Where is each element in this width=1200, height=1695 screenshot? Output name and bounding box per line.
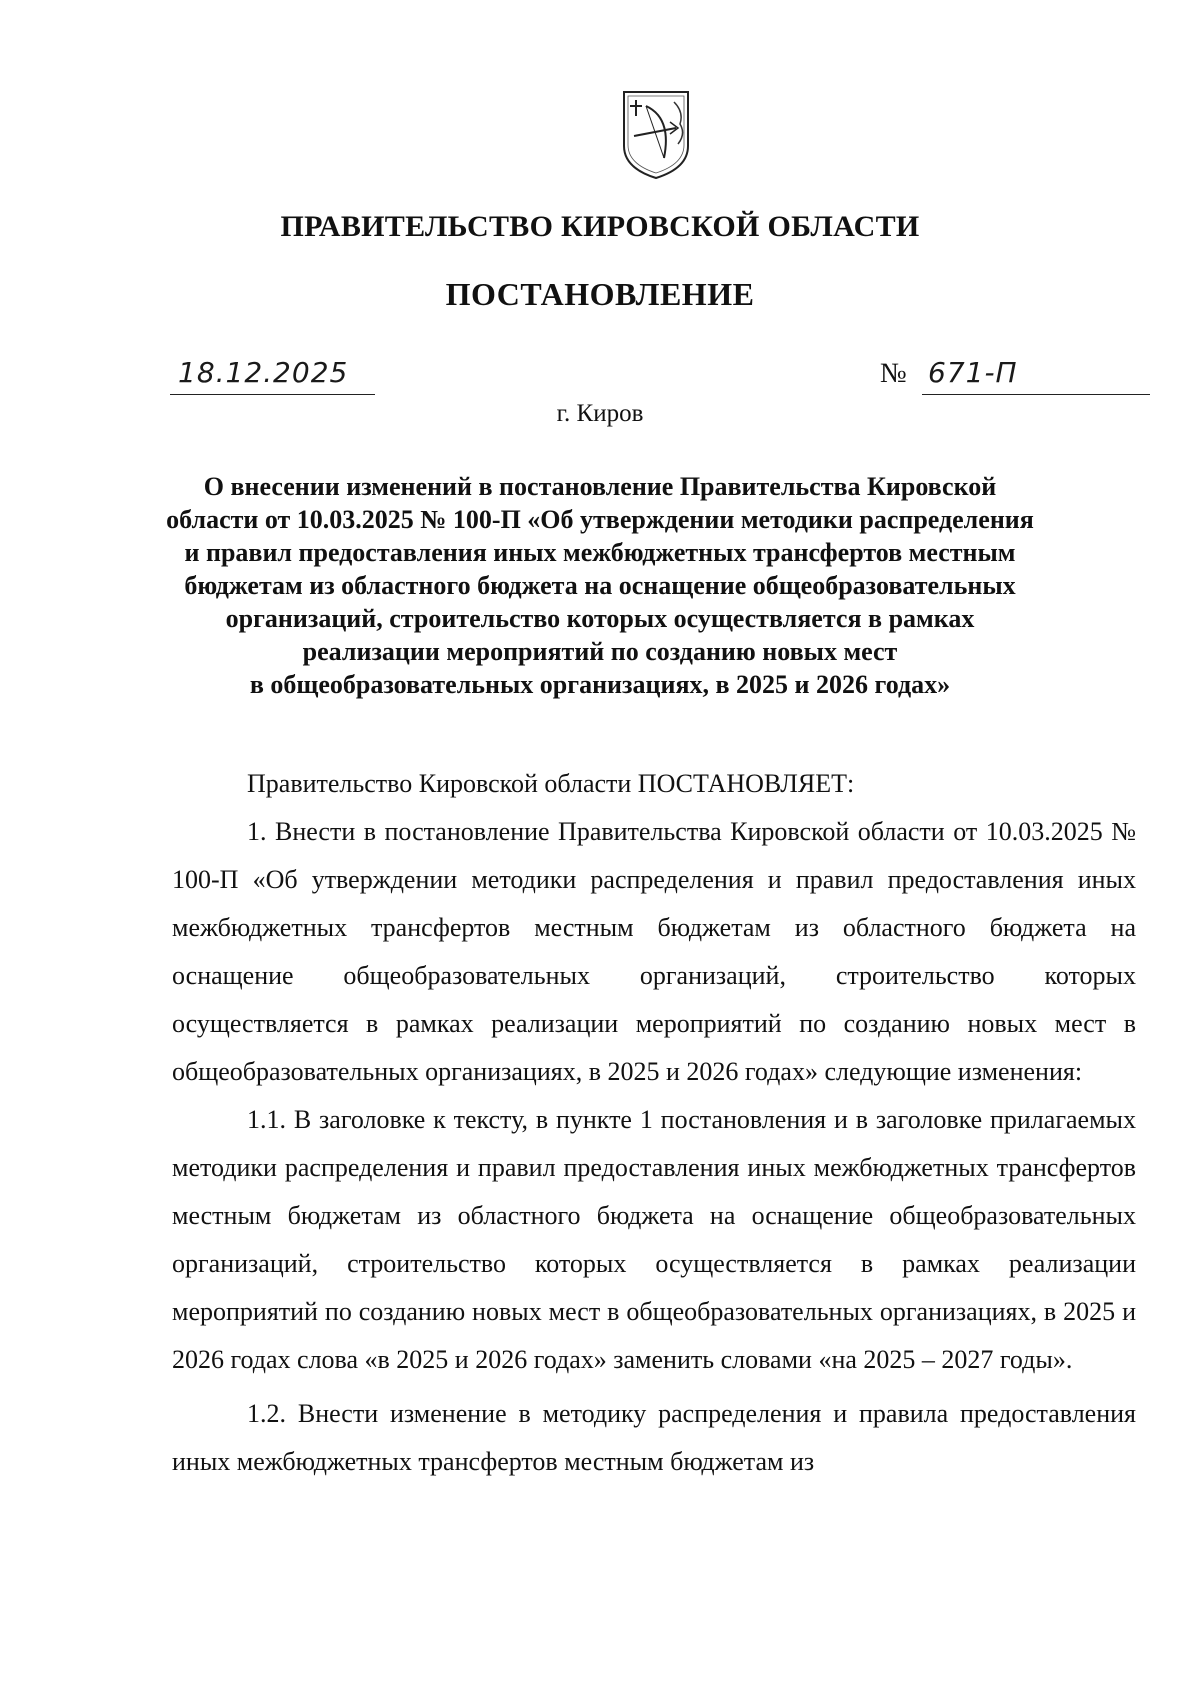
date-field — [170, 356, 375, 395]
number-sign: № — [880, 358, 907, 389]
paragraph-1-2: 1.2. Внести изменение в методику распределения и правила предоставления иных межбюджетных трансфертов местным бюджетам из — [172, 1399, 1136, 1476]
subject-line: области от 10.03.2025 № 100-П «Об утверждении методики распределения — [166, 505, 1034, 534]
decree-statement: Правительство Кировской области ПОСТАНОВЛЯЕТ: — [247, 769, 855, 798]
paragraph-1-1: 1.1. В заголовке к тексту, в пункте 1 постановления и в заголовке прилагаемых методики распределения и правил предоставления иных межбюджетных трансфертов местным бюджетам из областного бюджета на оснащение общеобразовательных организаций, строительство которых осуществляется в рамках реализации мероприятий по созданию новых мест в общеобразовательных организациях, в 2025 и 2026 годах слова «в 2025 и 2026 годах» заменить словами «на 2025 – 2027 годы». — [172, 1105, 1136, 1374]
kirov-coat-of-arms-icon — [620, 88, 692, 180]
subject-line: бюджетам из областного бюджета на оснащение общеобразовательных — [184, 571, 1016, 600]
subject-line: в общеобразовательных организациях, в 2025 и 2026 годах» — [249, 670, 951, 699]
handwritten-number: 671-П — [928, 356, 1018, 389]
document-number-field — [880, 356, 1150, 394]
subject-line: и правил предоставления иных межбюджетных трансфертов местным — [184, 538, 1016, 567]
organization-title: ПРАВИТЕЛЬСТВО КИРОВСКОЙ ОБЛАСТИ — [280, 210, 920, 243]
handwritten-date: 18.12.2025 — [178, 356, 349, 389]
document-body — [172, 760, 1136, 1486]
number-line — [922, 356, 1150, 395]
subject-line: организаций, строительство которых осуществляется в рамках — [225, 604, 975, 633]
document-subject — [150, 470, 1050, 701]
city-name: г. Киров — [556, 400, 644, 427]
subject-line: О внесении изменений в постановление Правительства Кировской — [203, 472, 997, 501]
subject-line: реализации мероприятий по созданию новых мест — [302, 637, 898, 666]
paragraph-1: 1. Внести в постановление Правительства Кировской области от 10.03.2025 № 100-П «Об утверждении методики распределения и правил предоставления иных межбюджетных трансфертов местным бюджетам из областного бюджета на оснащение общеобразовательных организаций, строительство которых осуществляется в рамках реализации мероприятий по созданию новых мест в общеобразовательных организациях, в 2025 и 2026 годах» следующие изменения: — [172, 817, 1136, 1086]
document-type-heading: ПОСТАНОВЛЕНИЕ — [445, 276, 755, 312]
